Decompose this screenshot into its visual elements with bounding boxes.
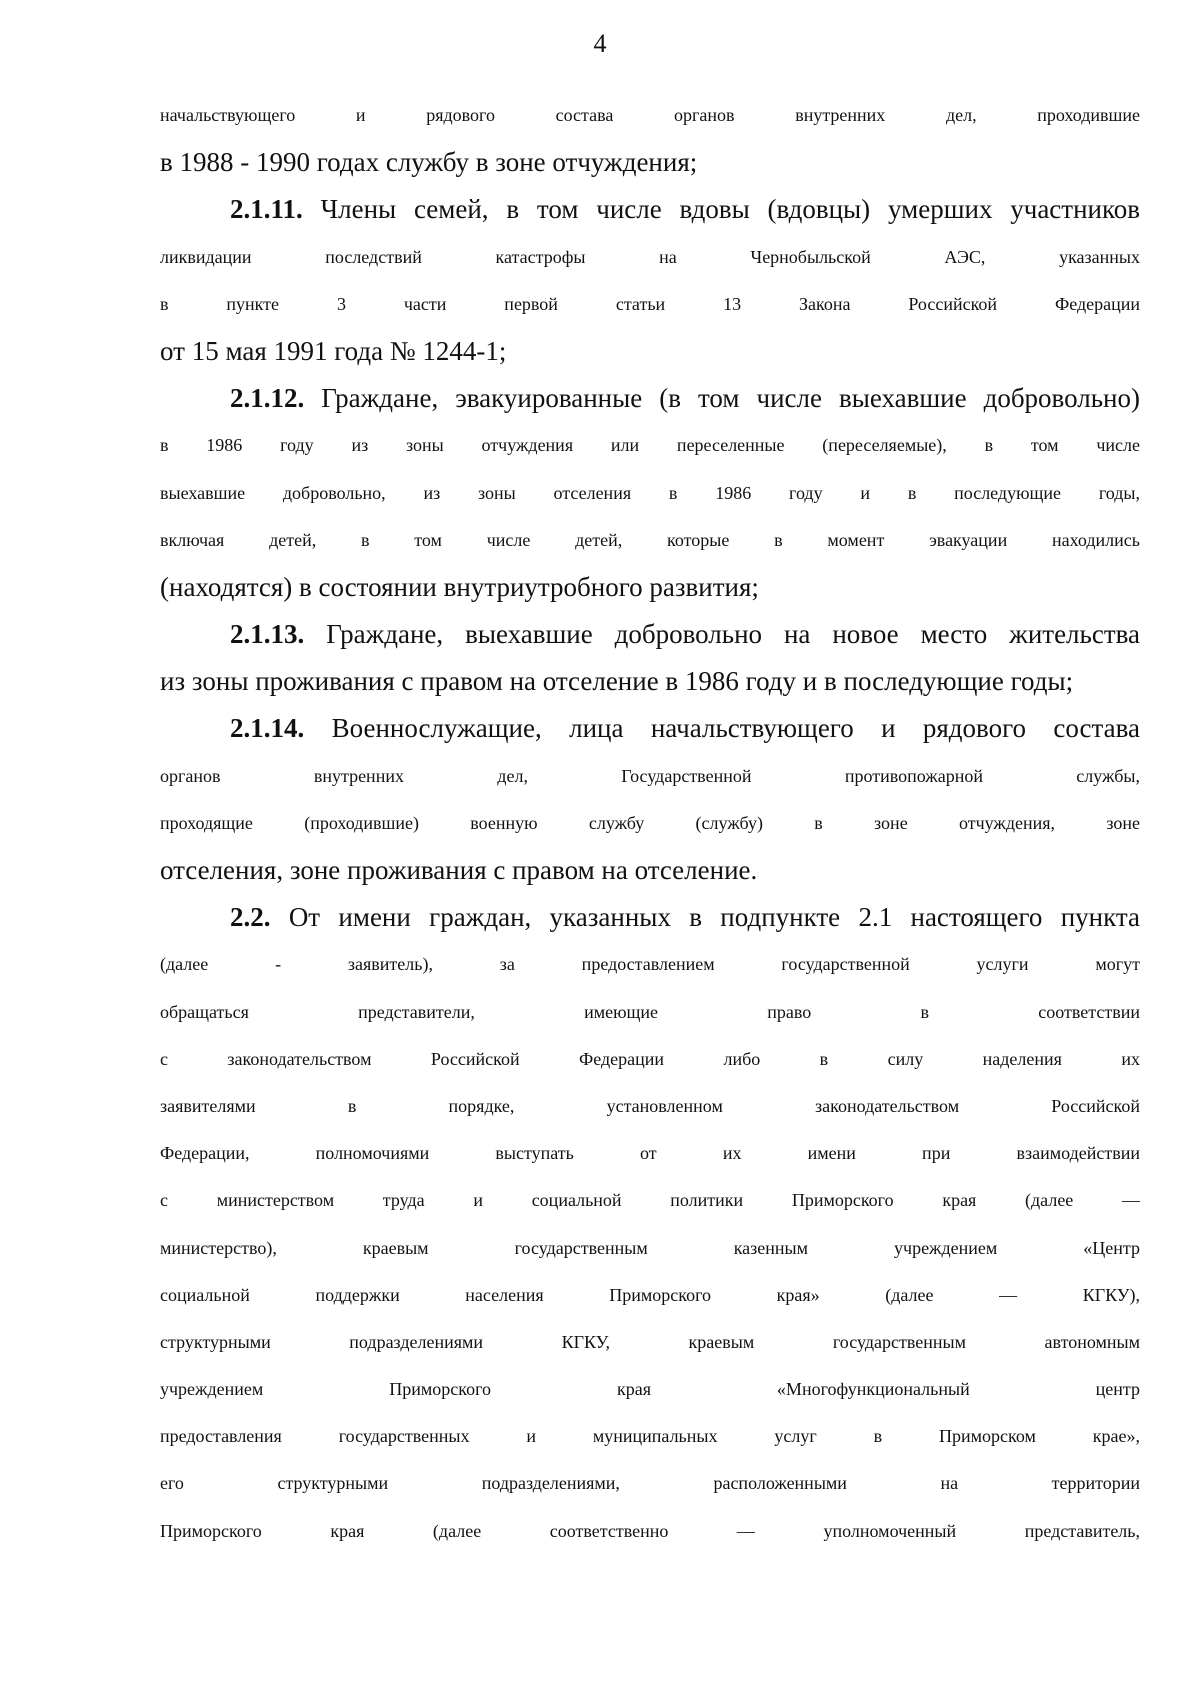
text-line: Приморского края (далее соответственно — уполномоченный представитель, [160, 1520, 1140, 1541]
paragraph-2-1-13 [160, 611, 1140, 705]
clause-number: 2.1.13. [230, 619, 305, 650]
clause-number: 2.1.12. [230, 383, 305, 414]
paragraph-2-1-11 [160, 186, 1140, 375]
text-line: в 1988 - 1990 годах службу в зоне отчуждения; [160, 147, 698, 178]
text-line: ликвидации последствий катастрофы на Чернобыльской АЭС, указанных [160, 246, 1140, 267]
paragraph-first-line [160, 186, 1140, 233]
text-line: его структурными подразделениями, расположенными на территории [160, 1473, 1140, 1494]
text-line: с министерством труда и социальной политики Приморского края (далее — [160, 1190, 1140, 1211]
clause-number: 2.1.11. [230, 194, 303, 225]
text-line: (находятся) в состоянии внутриутробного развития; [160, 571, 759, 602]
paragraph-continuation [160, 92, 1140, 186]
text-line: начальствующего и рядового состава органов внутренних дел, проходившие [160, 105, 1140, 125]
text-line: Федерации, полномочиями выступать от их имени при взаимодействии [160, 1143, 1140, 1164]
text-line: органов внутренних дел, Государственной противопожарной службы, [160, 765, 1140, 786]
text-line: заявителями в порядке, установленном законодательством Российской [160, 1095, 1140, 1116]
text-line: из зоны проживания с правом на отселение в 1986 году и в последующие годы; [160, 666, 1074, 697]
text-line: Граждане, выехавшие добровольно на новое место жительства [326, 619, 1140, 650]
paragraph-first-line [160, 894, 1140, 941]
text-line: с законодательством Российской Федерации либо в силу наделения их [160, 1048, 1140, 1069]
text-line: структурными подразделениями КГКУ, краевым государственным автономным [160, 1331, 1140, 1352]
text-line: (далее - заявитель), за предоставлением государственной услуги могут [160, 954, 1140, 975]
text-line: От имени граждан, указанных в подпункте 2.1 настоящего пункта [288, 902, 1141, 933]
text-line: обращаться представители, имеющие право в соответствии [160, 1001, 1140, 1022]
clause-number: 2.2. [230, 902, 271, 933]
text-line: министерство), краевым государственным казенным учреждением «Центр [160, 1237, 1140, 1258]
paragraph-2-1-12 [160, 375, 1140, 611]
paragraph-2-2 [160, 894, 1140, 1555]
text-line: социальной поддержки населения Приморского края» (далее — КГКУ), [160, 1284, 1140, 1305]
text-line: Военнослужащие, лица начальствующего и рядового состава [331, 713, 1141, 744]
text-line: включая детей, в том числе детей, которые в момент эвакуации находились [160, 529, 1140, 550]
text-line: в 1986 году из зоны отчуждения или переселенные (переселяемые), в том числе [160, 435, 1140, 456]
text-line: Члены семей, в том числе вдовы (вдовцы) умерших участников [320, 194, 1140, 225]
text-line: Граждане, эвакуированные (в том числе выехавшие добровольно) [321, 383, 1140, 414]
text-line: проходящие (проходившие) военную службу (службу) в зоне отчуждения, зоне [160, 812, 1140, 833]
paragraph-2-1-14 [160, 705, 1140, 894]
paragraph-first-line [160, 705, 1140, 752]
document-body [160, 92, 1140, 1555]
text-line: от 15 мая 1991 года № 1244-1; [160, 335, 507, 366]
page-number: 4 [593, 29, 607, 58]
paragraph-first-line [160, 375, 1140, 422]
text-line: отселения, зоне проживания с правом на отселение. [160, 855, 758, 885]
text-line: в пункте 3 части первой статьи 13 Закона Российской Федерации [160, 293, 1140, 314]
text-line: выехавшие добровольно, из зоны отселения в 1986 году и в последующие годы, [160, 482, 1140, 503]
paragraph-first-line [160, 611, 1140, 658]
text-line: предоставления государственных и муниципальных услуг в Приморском крае», [160, 1426, 1140, 1447]
text-line: учреждением Приморского края «Многофункциональный центр [160, 1379, 1140, 1400]
clause-number: 2.1.14. [230, 713, 305, 744]
